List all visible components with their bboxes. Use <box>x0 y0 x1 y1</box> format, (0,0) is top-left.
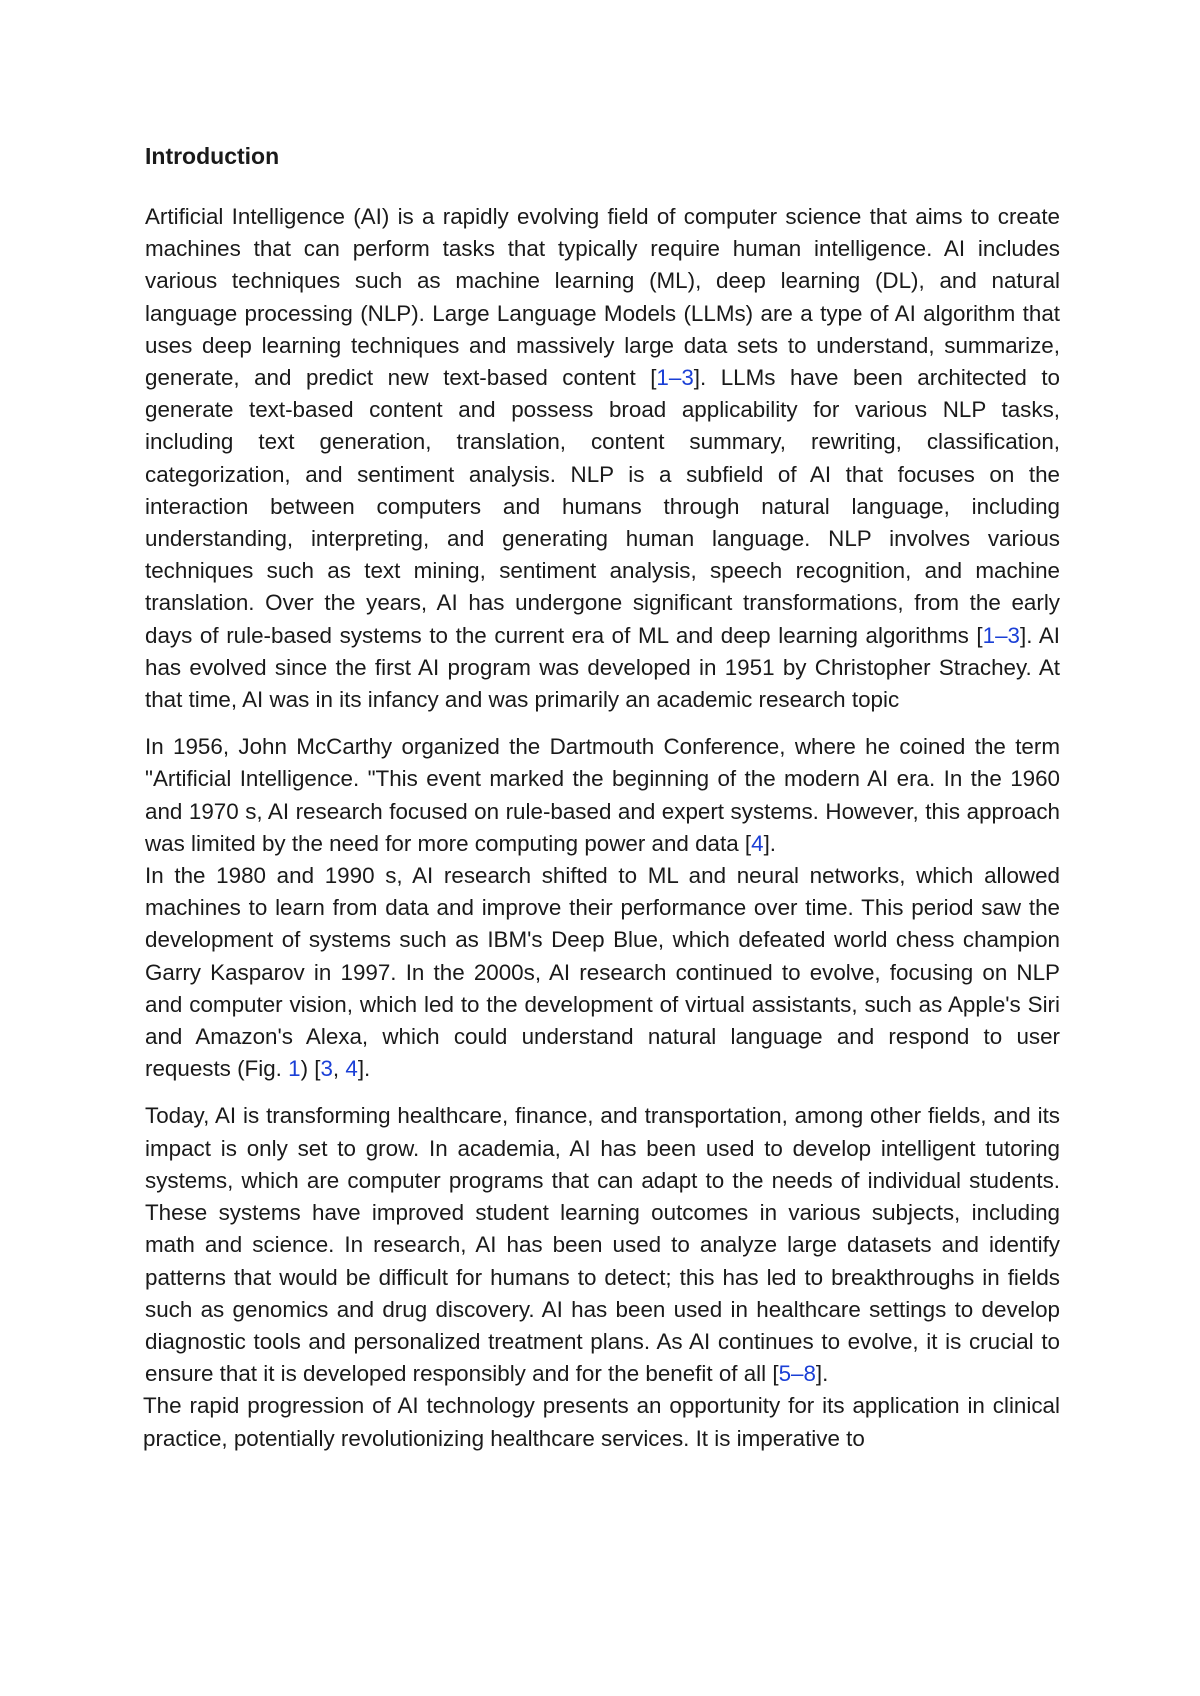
paragraph-text: Today, AI is transforming healthcare, finance, and transportation, among other fields, and its impact is only set to grow. In academia, AI has been used to develop intelligent tutoring systems, which are computer programs that can adapt to the needs of individual students. These systems have improved student learning outcomes in various subjects, including math and science. In research, AI has been used to analyze large datasets and identify patterns that would be difficult for humans to detect; this has led to breakthroughs in fields such as genomics and drug discovery. AI has been used in healthcare settings to develop diagnostic tools and personalized treatment plans. As AI continues to evolve, it is crucial to ensure that it is developed responsibly and for the benefit of all [ <box>145 1103 1060 1387</box>
paragraph-5 <box>143 1390 1060 1454</box>
paragraph-text: ]. <box>815 1361 829 1387</box>
paragraph-text: ]. AI has evolved since the first AI program was developed in 1951 by Christopher Strachey. At that time, AI was in its infancy and was primarily an academic research topic <box>145 622 1060 713</box>
paragraph-text: In 1956, John McCarthy organized the Dartmouth Conference, where he coined the term "Artificial Intelligence. "This event marked the beginning of the modern AI era. In the 1960 and 1970 s, AI research focused on rule-based and expert systems. However, this approach was limited by the need for more computing power and data [ <box>145 734 1060 856</box>
citation-link[interactable]: 4 <box>345 1056 358 1082</box>
citation-link[interactable]: 1–3 <box>656 365 694 391</box>
paragraph-text: ]. <box>357 1056 371 1082</box>
paragraph-text: , <box>332 1056 346 1082</box>
citation-link[interactable]: 3 <box>320 1056 333 1082</box>
paragraph-1 <box>145 201 1060 716</box>
paragraph-text: ) [ <box>300 1056 321 1082</box>
paragraph-text: ]. <box>763 830 777 856</box>
paragraph-2 <box>145 731 1060 860</box>
paragraph-text: The rapid progression of AI technology presents an opportunity for its application in clinical practice, potentially revolutionizing healthcare services. It is imperative to <box>143 1393 1060 1451</box>
section-heading: Introduction <box>145 143 280 169</box>
citation-link[interactable]: 5–8 <box>778 1361 816 1387</box>
paragraph-3 <box>145 860 1060 1085</box>
paragraph-text: In the 1980 and 1990 s, AI research shifted to ML and neural networks, which allowed machines to learn from data and improve their performance over time. This period saw the development of systems such as IBM's Deep Blue, which defeated world chess champion Garry Kasparov in 1997. In the 2000s, AI research continued to evolve, focusing on NLP and computer vision, which led to the development of virtual assistants, such as Apple's Siri and Amazon's Alexa, which could understand natural language and respond to user requests (Fig. <box>145 863 1060 1082</box>
paragraph-text: ]. LLMs have been architected to generate text-based content and possess broad applicability for various NLP tasks, including text generation, translation, content summary, rewriting, classification, categorization, and sentiment analysis. NLP is a subfield of AI that focuses on the interaction between computers and humans through natural language, including understanding, interpreting, and generating human language. NLP involves various techniques such as text mining, sentiment analysis, speech recognition, and machine translation. Over the years, AI has undergone significant transformations, from the early days of rule-based systems to the current era of ML and deep learning algorithms [ <box>145 365 1060 648</box>
document-page <box>145 140 1060 1455</box>
citation-link[interactable]: 1–3 <box>982 622 1021 648</box>
citation-link[interactable]: 1 <box>288 1056 301 1082</box>
paragraph-text: Artificial Intelligence (AI) is a rapidly evolving field of computer science that aims to create machines that can perform tasks that typically require human intelligence. AI includes various techniques such as machine learning (ML), deep learning (DL), and natural language processing (NLP). Large Language Models (LLMs) are a type of AI algorithm that uses deep learning techniques and massively large data sets to understand, summarize, generate, and predict new text-based content [ <box>145 204 1060 391</box>
citation-link[interactable]: 4 <box>751 830 764 856</box>
paragraph-4 <box>145 1100 1060 1390</box>
